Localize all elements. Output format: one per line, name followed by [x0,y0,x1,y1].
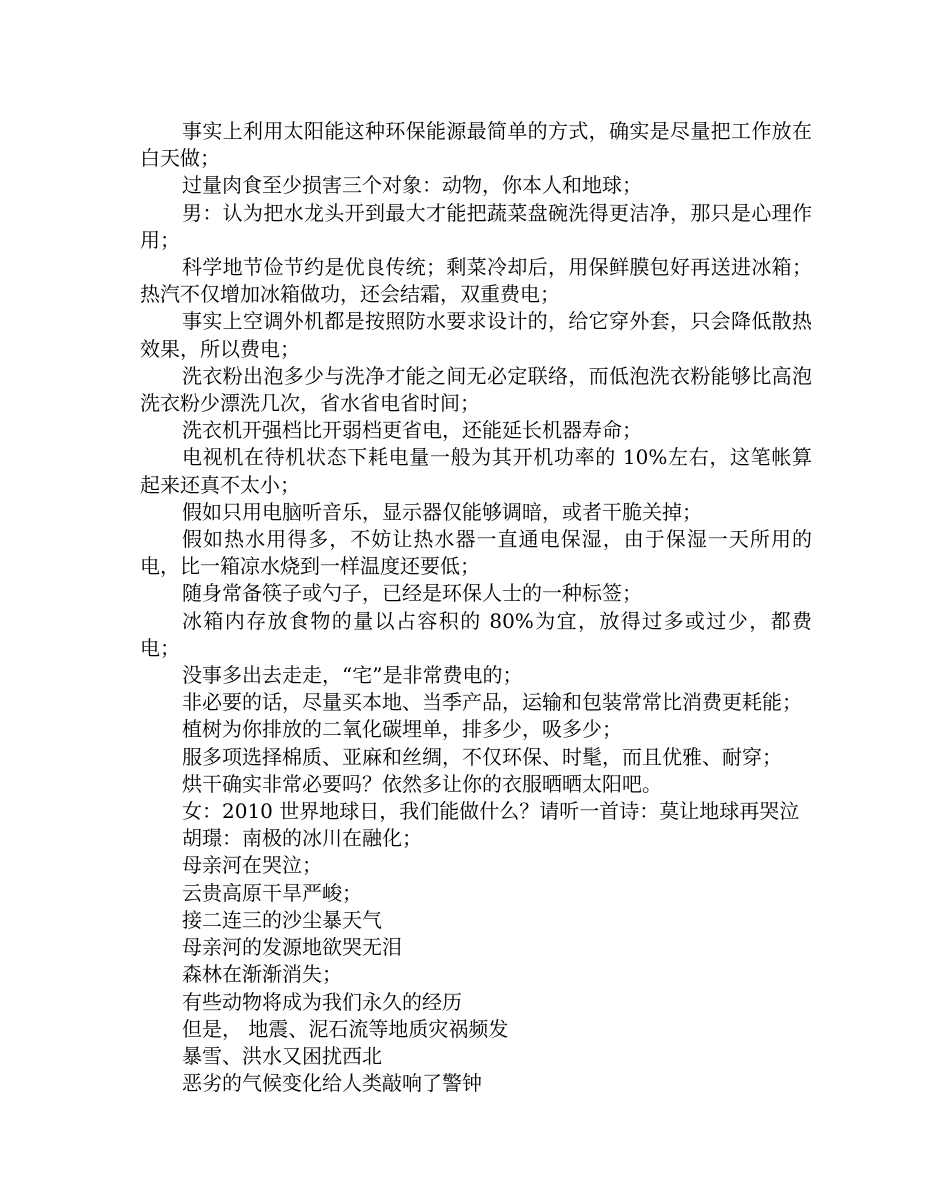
poem-line: 云贵高原干旱严峻； [182,880,362,905]
paragraph: 男：认为把水龙头开到最大才能把蔬菜盘碗洗得更洁净，那只是心理作用； [140,200,812,252]
paragraph: 电视机在待机状态下耗电量一般为其开机功率的 10%左右，这笔帐算起来还真不太小； [140,445,812,497]
paragraph: 科学地节俭节约是优良传统；剩菜冷却后，用保鲜膜包好再送进冰箱；热汽不仅增加冰箱做功，还会结霜，双重费电； [140,255,812,307]
paragraph: 女：2010 世界地球日，我们能做什么？请听一首诗：莫让地球再哭泣 [182,799,800,824]
paragraph: 随身常备筷子或勺子，已经是环保人士的一种标签； [182,581,642,606]
paragraph: 洗衣机开强档比开弱档更省电，还能延长机器寿命； [182,418,642,443]
paragraph: 假如只用电脑听音乐，显示器仅能够调暗，或者干脆关掉； [182,499,702,524]
poem-line: 恶劣的气候变化给人类敲响了警钟 [182,1071,482,1096]
paragraph: 假如热水用得多，不妨让热水器一直通电保湿，由于保湿一天所用的电，比一箱凉水烧到一样温度还要低； [140,527,812,579]
paragraph: 植树为你排放的二氧化碳埋单，排多少，吸多少； [182,717,622,742]
paragraph: 没事多出去走走，“宅”是非常费电的； [182,663,523,688]
poem-line: 森林在渐渐消失； [182,962,342,987]
paragraph: 事实上利用太阳能这种环保能源最简单的方式，确实是尽量把工作放在白天做； [140,119,812,171]
poem-line: 母亲河在哭泣； [182,853,322,878]
poem-line: 但是， 地震、泥石流等地质灾祸频发 [182,1016,509,1041]
poem-line: 有些动物将成为我们永久的经历 [182,989,462,1014]
paragraph: 烘干确实非常必要吗？依然多让你的衣服晒晒太阳吧。 [182,771,662,796]
paragraph: 服多项选择棉质、亚麻和丝绸，不仅环保、时髦，而且优雅、耐穿； [182,744,782,769]
poem-line: 接二连三的沙尘暴天气 [182,907,382,932]
paragraph: 冰箱内存放食物的量以占容积的 80%为宜，放得过多或过少，都费电； [140,608,812,660]
paragraph: 事实上空调外机都是按照防水要求设计的，给它穿外套，只会降低散热效果，所以费电； [140,309,812,361]
poem-line: 胡璟：南极的冰川在融化； [182,826,422,851]
document-body [140,118,812,1097]
paragraph: 洗衣粉出泡多少与洗净才能之间无必定联络，而低泡洗衣粉能够比高泡洗衣粉少漂洗几次，省水省电省时间； [140,363,812,416]
paragraph: 非必要的话，尽量买本地、当季产品，运输和包装常常比消费更耗能； [182,690,802,715]
poem-line: 暴雪、洪水又困扰西北 [182,1043,382,1068]
paragraph: 过量肉食至少损害三个对象：动物，你本人和地球； [182,173,642,198]
poem-line: 母亲河的发源地欲哭无泪 [182,935,402,960]
